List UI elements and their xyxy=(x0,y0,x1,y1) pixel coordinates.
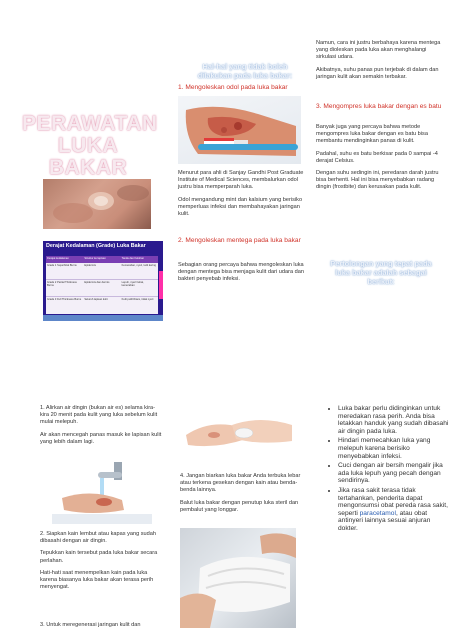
table-row xyxy=(46,280,158,297)
burn-grade-table xyxy=(43,241,163,321)
bandage-illustration xyxy=(180,528,296,628)
table-row xyxy=(46,297,158,313)
list-item xyxy=(338,487,450,533)
item2-body xyxy=(178,262,306,289)
step3-paragraph-1: 3. Untuk meregenerasi jaringan kulit dan xyxy=(40,622,141,628)
list-item-tail: , atau obat antinyeri lainnya sesuai anjuran dokter. xyxy=(338,509,431,532)
table-cell: Lepuh, nyeri hebat, kemerahan xyxy=(121,281,144,287)
table-cell: Grade 2 Partial Thickness Burns xyxy=(47,281,77,287)
table-cell: Seluruh lapisan kulit xyxy=(84,298,108,301)
tips-list xyxy=(326,405,450,535)
right-paragraph-3: Banyak juga yang percaya bahwa metode mengompres luka bakar dengan es batu bisa membantu mendinginkan panas di kulit. xyxy=(316,124,428,145)
table-cell: Grade 3 Full Thickness Burns xyxy=(47,298,82,301)
right-column-text xyxy=(316,40,444,86)
item3-body xyxy=(316,124,444,197)
table-footer-band xyxy=(43,315,163,321)
item1-heading: 1. Mengoleskan odol pada luka bakar xyxy=(178,84,288,91)
item2-heading: 2. Mengoleskan mentega pada luka bakar xyxy=(178,237,301,244)
step1-paragraph-1: 1. Alirkan air dingin (bukan air es) selama kira-kira 20 menit pada kulit yang luka sebelum kulit mulai melepuh. xyxy=(40,405,158,426)
step4-text xyxy=(180,473,302,519)
table-cell: Kulit putih/hitam, tidak nyeri xyxy=(121,298,154,301)
list-item: • Hindari memecahkan luka yang melepuh karena berisiko menyebabkan infeksi. xyxy=(338,437,450,460)
list-item: • Cuci dengan air bersih mengalir jika ada luka lepuh yang pecah dengan sendirinya. xyxy=(338,462,450,485)
burn-hand-photo xyxy=(43,179,151,229)
item3-heading: 3. Mengompres luka bakar dengan es batu xyxy=(316,103,442,110)
first-aid-header: Pertolongan yang tepat pada luka bakar adalah sebagai berikut: xyxy=(330,259,432,286)
donts-header: Hal-hal yang tidak boleh dilakukan pada luka bakar: xyxy=(197,62,293,80)
toothpaste-hand-photo xyxy=(178,96,301,164)
table-header-cell: Tanda dan Keluhan xyxy=(121,257,145,260)
list-item-text: Jika rasa sakit terasa tidak tertahankan, penderita dapat mengonsumsi obat pereda rasa sakit, seperti xyxy=(338,486,448,517)
table-heading: Derajat Kedalaman (Grade) Luka Bakar xyxy=(46,243,146,249)
hands-cleaning-illustration xyxy=(180,405,298,465)
table-cell: Epidermis dan dermis xyxy=(84,281,110,284)
step3-text xyxy=(40,622,162,634)
item1-body xyxy=(178,170,306,223)
item1-paragraph-2: Odol mengandung mint dan kalsium yang berisiko memperluas infeksi dan membahayakan jaringan kulit. xyxy=(178,196,303,218)
table-side-accent xyxy=(159,271,163,299)
table-row xyxy=(46,263,158,280)
table-header-cell: Struktur ke lapisan xyxy=(84,257,106,260)
item1-paragraph-1: Menurut para ahli di Sanjay Gandhi Post Graduate Institute of Medical Sciences, membalurkan odol justru bisa memperparah luka. xyxy=(178,170,304,191)
paracetamol-link[interactable]: paracetamol xyxy=(359,509,396,517)
step1-paragraph-2: Air akan mencegah panas masuk ke lapisan kulit yang lebih dalam lagi. xyxy=(40,431,162,445)
table-header-row xyxy=(46,256,158,263)
step2-paragraph-3: Hati-hati saat menempelkan kain pada luka karena biasanya luka bakar akan terasa perih menyengat. xyxy=(40,569,154,591)
step2-paragraph-1: 2. Siapkan kain lembut atau kapas yang sudah dibasahi dengan air dingin. xyxy=(40,531,156,545)
toothpaste-illustration xyxy=(178,96,301,164)
bandage-wrap-photo xyxy=(180,528,296,628)
brochure-page-2 xyxy=(0,395,474,632)
hands-cloth-illustration xyxy=(180,405,298,465)
step2-text xyxy=(40,531,162,596)
step4-paragraph-1: 4. Jangan biarkan luka bakar Anda terbuka lebar atau terkena gesekan dengan kain atau benda-benda lainnya. xyxy=(180,473,301,494)
right-paragraph-2: Akibatnya, suhu panas pun terjebak di dalam dan jaringan kulit akan semakin terbakar. xyxy=(316,66,439,80)
faucet-hand-illustration xyxy=(52,458,152,524)
burn-blister-illustration xyxy=(43,179,151,229)
right-paragraph-5: Dengan suhu sedingin ini, peredaran darah justru bisa berhenti. Hal ini bisa menyebabkan radang dingin (frostbite) dan kerusakan pada kulit. xyxy=(316,170,439,191)
table-cell: Epidermis xyxy=(84,264,96,267)
tap-water-illustration xyxy=(52,458,152,524)
step2-paragraph-2: Tepukkan kain tersebut pada luka bakar secara perlahan. xyxy=(40,550,158,564)
table-cell: Kemerahan, nyeri, kulit kering xyxy=(121,264,156,267)
table-cell: Grade 1 Superficial Burns xyxy=(47,264,77,267)
right-paragraph-1: Namun, cara ini justru berbahaya karena mentega yang dioleskan pada luka akan menghalangi sirkulasi udara. xyxy=(316,40,441,61)
step4-paragraph-2: Balut luka bakar dengan penutup luka steril dan pembalut yang longgar. xyxy=(180,499,299,513)
step1-text xyxy=(40,405,162,451)
table-body xyxy=(46,256,158,314)
table-header-cell: Derajat kedalaman xyxy=(47,257,69,260)
list-item: • Luka bakar perlu didinginkan untuk meredakan rasa perih. Anda bisa letakkan handuk yang sudah dibasahi air dingin pada luka. xyxy=(338,405,450,435)
item2-paragraph-1: Sebagian orang percaya bahwa mengoleskan luka dengan mentega bisa menjaga kulit dari udara dan bakteri penyebab infeksi. xyxy=(178,262,304,283)
right-paragraph-4: Padahal, suhu es batu berkisar pada 0 sampai -4 derajat Celsius. xyxy=(316,150,438,164)
brochure-title: PERAWATAN LUKA BAKAR xyxy=(22,112,158,179)
